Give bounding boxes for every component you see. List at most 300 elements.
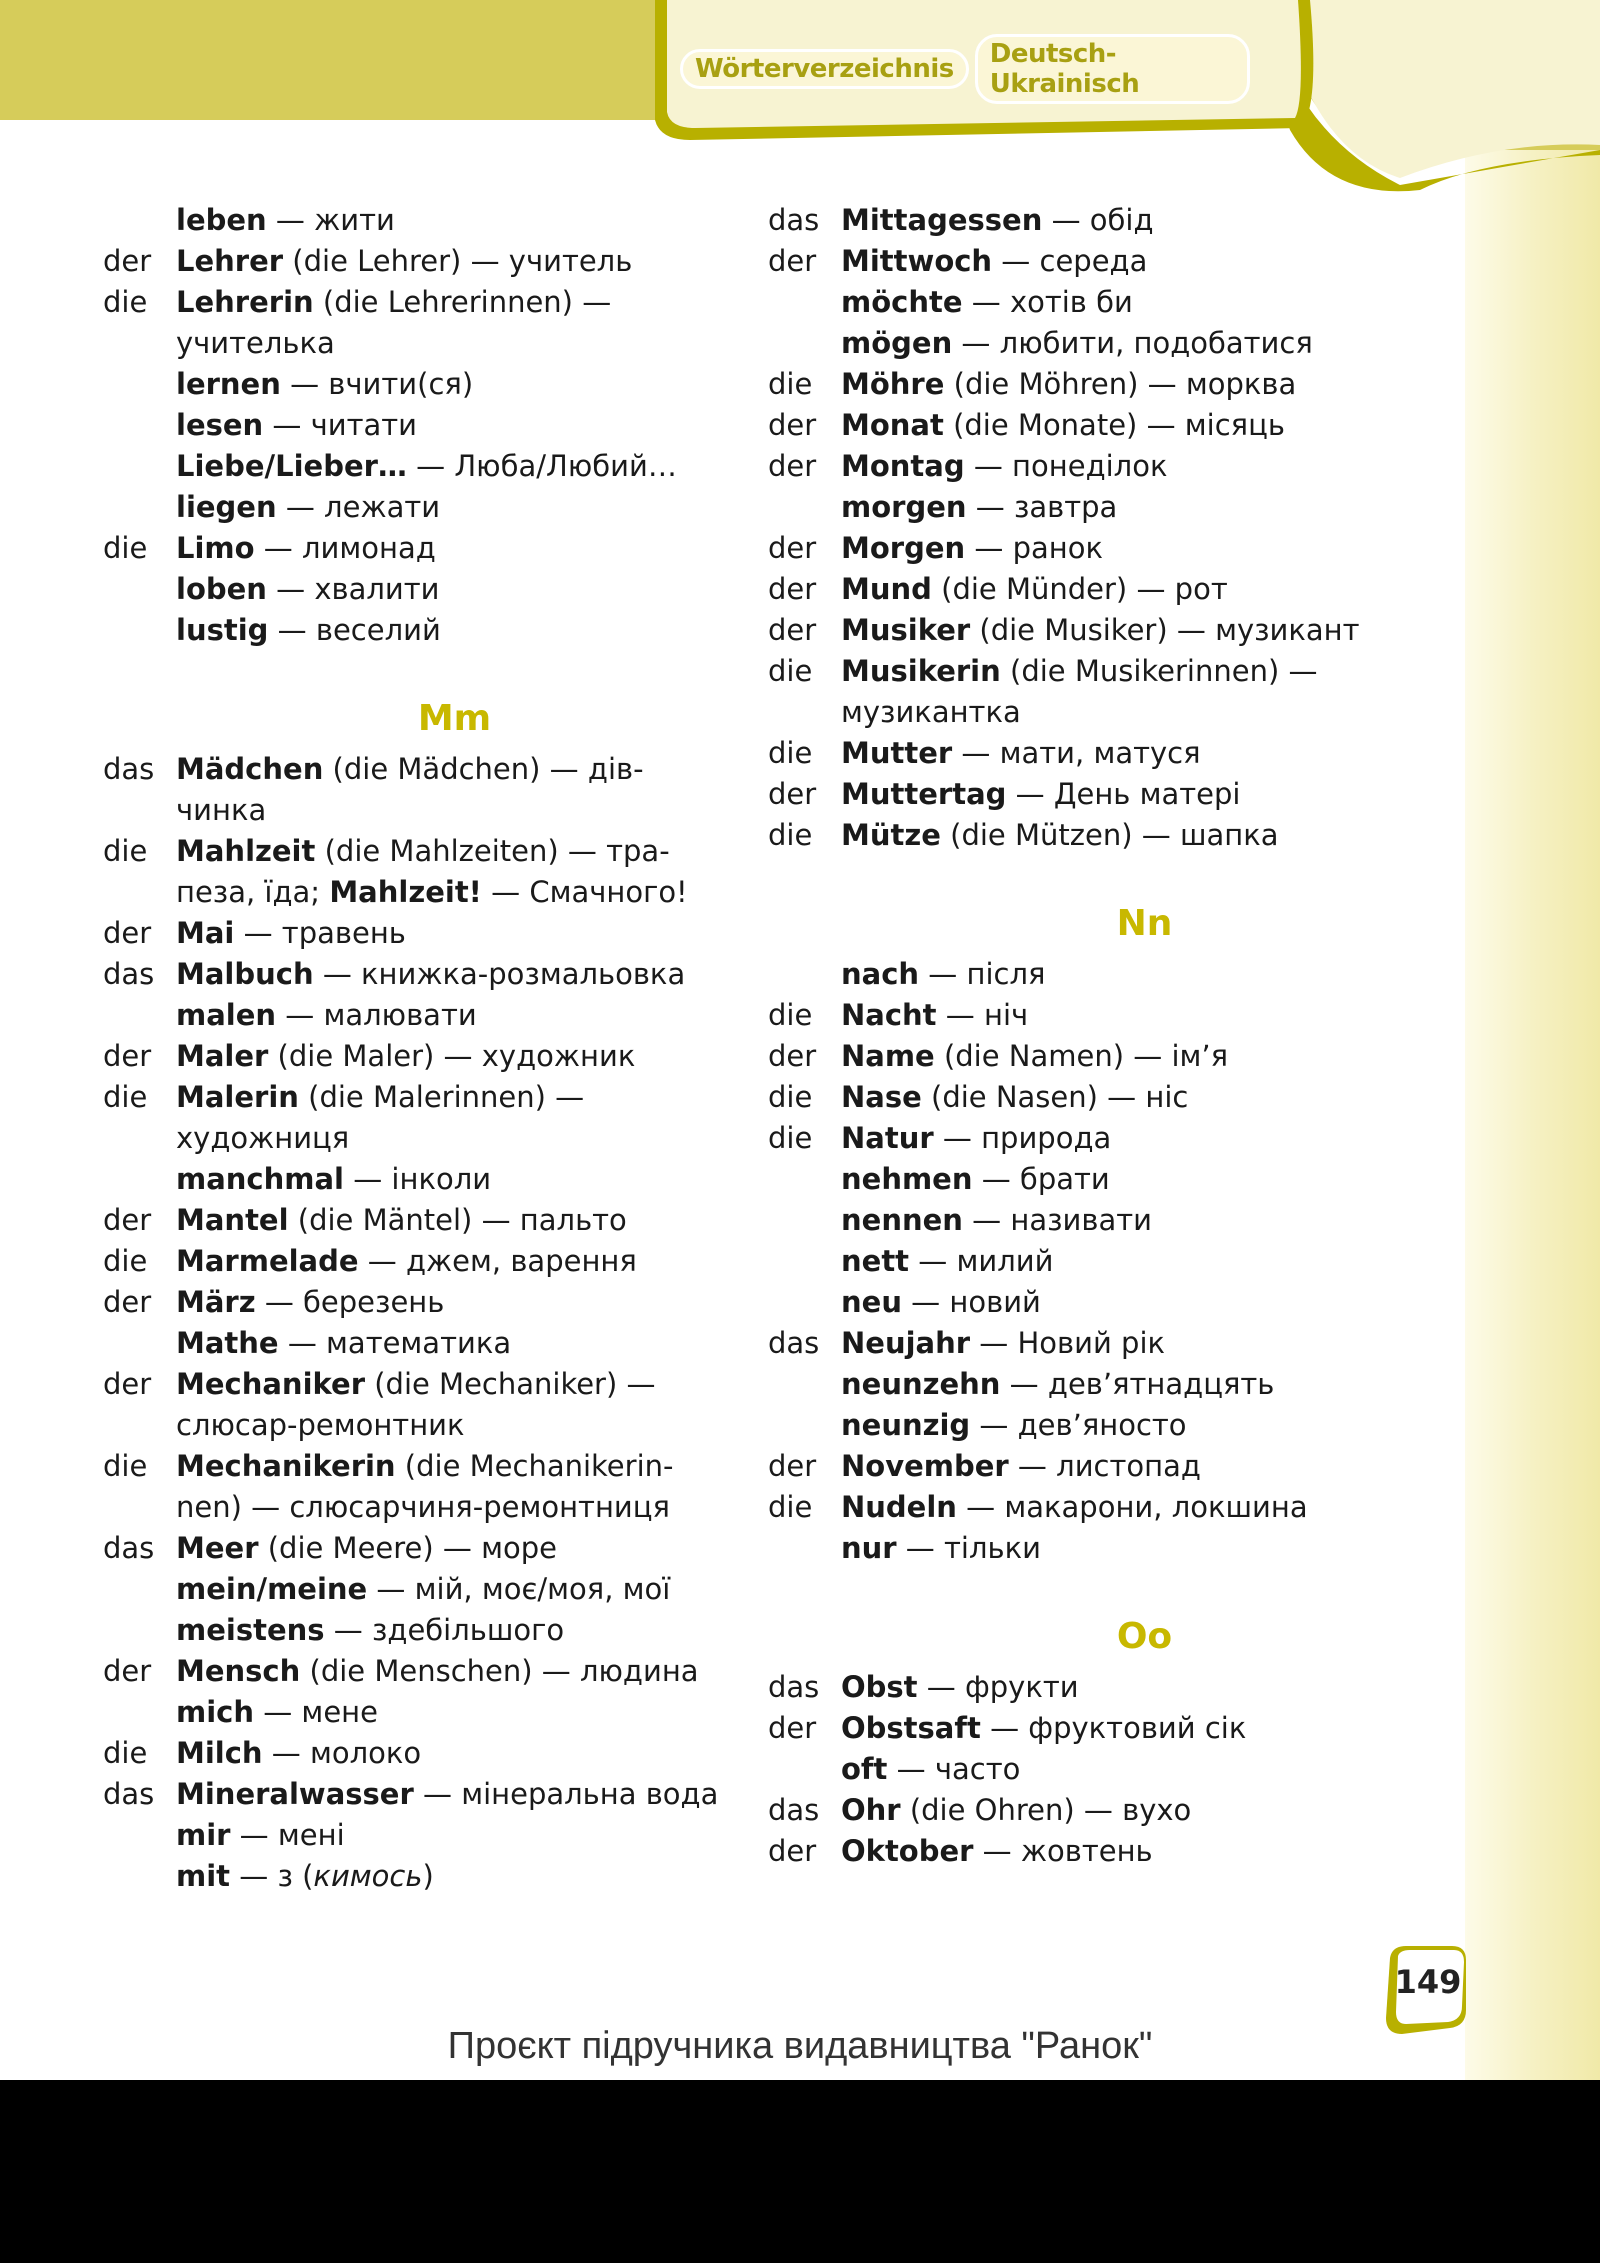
entry-headword: mir (176, 1818, 231, 1852)
dictionary-entry (103, 487, 733, 528)
entry-body (176, 1077, 733, 1159)
section-letter-o: Oo (1116, 1616, 1173, 1657)
dictionary-entry (103, 1692, 733, 1733)
entry-translation: — інколи (344, 1162, 492, 1196)
entry-body (841, 1405, 1448, 1446)
right-entries (768, 200, 1448, 856)
entry-body (841, 528, 1448, 569)
entry-translation: (die Mechanikerin-nen) — слюсарчиня-ремонтниця (176, 1449, 674, 1524)
entry-headword: oft (841, 1752, 888, 1786)
entry-headword: Maler (176, 1039, 269, 1073)
entry-translation: (die Münder) — рот (931, 572, 1228, 606)
entry-headword: Natur (841, 1121, 934, 1155)
entry-headword: Meer (176, 1531, 259, 1565)
entry-article: die (103, 1080, 148, 1114)
entry-translation: — Люба/Любий… (406, 449, 677, 483)
dictionary-entry (768, 1487, 1448, 1528)
entry-translation: — називати (962, 1203, 1152, 1237)
entry-article: die (103, 285, 148, 319)
entry-translation: (die Lehrerinnen) — учителька (176, 285, 612, 360)
entry-translation: — завтра (966, 490, 1118, 524)
entry-headword: Mineralwasser (176, 1777, 414, 1811)
entry-headword: Marmelade (176, 1244, 359, 1278)
entry-headword: März (176, 1285, 256, 1319)
entry-translation-2: ) (422, 1859, 434, 1893)
dictionary-entry (103, 1364, 733, 1446)
entry-headword: Obstsaft (841, 1711, 981, 1745)
entry-headword: Musiker (841, 613, 971, 647)
entry-body (176, 1528, 733, 1569)
entry-translation: — листопад (1008, 1449, 1201, 1483)
entry-body (176, 1774, 733, 1815)
entry-article (103, 1610, 176, 1651)
entry-body (841, 1528, 1448, 1569)
header-title (680, 39, 1250, 99)
entry-body (841, 200, 1448, 241)
entry-body (176, 954, 733, 995)
dictionary-entry (768, 446, 1448, 487)
entry-headword: Name (841, 1039, 935, 1073)
footer-watermark: Проєкт підручника видавництва "Ранок" (447, 2025, 1153, 2067)
dictionary-entry (103, 1323, 733, 1364)
entry-headword: meistens (176, 1613, 325, 1647)
entry-article (103, 569, 176, 610)
dictionary-entry (768, 487, 1448, 528)
entry-body (176, 913, 733, 954)
entry-headword: liegen (176, 490, 277, 524)
entry-body (841, 1708, 1448, 1749)
entry-article: der (768, 613, 817, 647)
entry-translation: — березень (255, 1285, 445, 1319)
dictionary-entry (103, 1856, 733, 1897)
entry-headword: Mai (176, 916, 235, 950)
section-letter-m: Mm (417, 698, 492, 739)
entry-headword: November (841, 1449, 1009, 1483)
entry-translation: — природа (933, 1121, 1112, 1155)
dictionary-entry (103, 200, 733, 241)
header-decoration (0, 0, 1600, 200)
entry-article (768, 1405, 841, 1446)
entry-article (103, 487, 176, 528)
entry-body (176, 610, 733, 651)
entry-body (841, 1077, 1448, 1118)
entry-body (176, 1651, 733, 1692)
entry-headword: Nase (841, 1080, 922, 1114)
entry-headword: nach (841, 957, 920, 991)
entry-translation: — макарони, локшина (956, 1490, 1308, 1524)
entry-translation-2: — Смачного! (481, 875, 688, 909)
entry-article: die (768, 818, 813, 852)
dictionary-entry (768, 569, 1448, 610)
entry-translation: (die Mützen) — шапка (940, 818, 1279, 852)
dictionary-entry (103, 282, 733, 364)
entry-article (768, 954, 841, 995)
entry-article (103, 1856, 176, 1897)
entry-article: der (103, 1039, 152, 1073)
dictionary-entry (103, 1569, 733, 1610)
entry-headword: Montag (841, 449, 965, 483)
entry-body (841, 1282, 1448, 1323)
entry-body (841, 815, 1448, 856)
dictionary-entry (768, 323, 1448, 364)
entry-body (176, 1856, 733, 1897)
entry-headword: neunzehn (841, 1367, 1001, 1401)
entry-translation: — веселий (268, 613, 441, 647)
entry-article (103, 1159, 176, 1200)
entry-headword: Malerin (176, 1080, 299, 1114)
entry-body (841, 774, 1448, 815)
entry-body (176, 1036, 733, 1077)
entry-headword: Mechanikerin (176, 1449, 396, 1483)
dictionary-entry (768, 1749, 1448, 1790)
dictionary-entry (103, 364, 733, 405)
entry-body (176, 282, 733, 364)
entry-body (176, 1692, 733, 1733)
entry-translation: — фруктовий сік (980, 1711, 1247, 1745)
dictionary-entry (768, 200, 1448, 241)
entry-body (176, 749, 733, 831)
entry-body (841, 1159, 1448, 1200)
entry-body (176, 487, 733, 528)
entry-article: die (768, 1121, 813, 1155)
entry-headword: Limo (176, 531, 255, 565)
entry-headword: Nacht (841, 998, 937, 1032)
dictionary-entry (103, 1774, 733, 1815)
entry-article (103, 610, 176, 651)
entry-translation: (die Mahlzeiten) — тра-пеза, їда; (176, 834, 670, 909)
left-column (103, 200, 733, 1897)
entry-translation: — часто (887, 1752, 1021, 1786)
entry-article: die (103, 834, 148, 868)
entry-article: das (768, 1326, 820, 1360)
entry-headword: loben (176, 572, 267, 606)
entry-translation: — середа (992, 244, 1148, 278)
dictionary-entry (103, 1610, 733, 1651)
entry-body (841, 1323, 1448, 1364)
entry-translation: — лежати (276, 490, 441, 524)
entry-article: das (768, 1670, 820, 1704)
dictionary-entry (768, 1405, 1448, 1446)
entry-article: der (768, 244, 817, 278)
side-strip (1465, 150, 1600, 2080)
dictionary-entry (768, 1528, 1448, 1569)
entry-article: der (103, 916, 152, 950)
entry-article: das (103, 957, 155, 991)
dictionary-entry (768, 1241, 1448, 1282)
entry-translation: — жовтень (973, 1834, 1153, 1868)
entry-article: das (103, 1531, 155, 1565)
entry-article (103, 1692, 176, 1733)
entry-headword: Morgen (841, 531, 966, 565)
entry-headword: mich (176, 1695, 254, 1729)
entry-headword: Musikerin (841, 654, 1001, 688)
dictionary-entry (768, 815, 1448, 856)
entry-article: der (768, 408, 817, 442)
dictionary-entry (768, 733, 1448, 774)
dictionary-entry (103, 1815, 733, 1856)
entry-body (841, 1200, 1448, 1241)
entry-headword: Liebe/Lieber… (176, 449, 407, 483)
entry-body (176, 200, 733, 241)
dictionary-entry (103, 405, 733, 446)
entry-translation: — брати (972, 1162, 1110, 1196)
entry-article (768, 487, 841, 528)
entry-article: der (103, 1367, 152, 1401)
entry-headword: möchte (841, 285, 963, 319)
entry-headword: Malbuch (176, 957, 314, 991)
entry-article: das (768, 203, 820, 237)
entry-headword: nennen (841, 1203, 963, 1237)
entry-translation: (die Musikerinnen) — музикантка (841, 654, 1318, 729)
entry-translation: — мій, моє/моя, мої (367, 1572, 671, 1606)
dictionary-entry (103, 1200, 733, 1241)
entry-translation: — мені (230, 1818, 345, 1852)
entry-translation: — після (919, 957, 1046, 991)
entry-headword: Mensch (176, 1654, 301, 1688)
entry-headword: Mädchen (176, 752, 324, 786)
entry-body (841, 1446, 1448, 1487)
entry-body (841, 1241, 1448, 1282)
dictionary-entry (768, 651, 1448, 733)
dictionary-entry (103, 1159, 733, 1200)
entry-translation: (die Maler) — художник (268, 1039, 636, 1073)
dictionary-entry (103, 610, 733, 651)
entry-headword: nur (841, 1531, 897, 1565)
entry-translation: — здебільшого (324, 1613, 565, 1647)
entry-body (841, 995, 1448, 1036)
entry-article: die (103, 1736, 148, 1770)
dictionary-entry (768, 1200, 1448, 1241)
entry-body (841, 1364, 1448, 1405)
entry-translation: (die Ohren) — вухо (900, 1793, 1192, 1827)
entry-translation: — молоко (262, 1736, 422, 1770)
dictionary-entry (768, 1667, 1448, 1708)
entry-translation: — хотів би (962, 285, 1133, 319)
entry-translation: — мене (254, 1695, 378, 1729)
dictionary-entry (768, 1077, 1448, 1118)
entry-article: der (768, 449, 817, 483)
entry-body (841, 1118, 1448, 1159)
entry-headword: Mahlzeit (176, 834, 316, 868)
entry-article (768, 1200, 841, 1241)
entry-translation: — хвалити (266, 572, 440, 606)
entry-body (176, 1610, 733, 1651)
entry-body (176, 1282, 733, 1323)
entry-article: die (103, 1244, 148, 1278)
section-n-entries (768, 954, 1448, 1569)
dictionary-entry (768, 954, 1448, 995)
entry-headword: mein/meine (176, 1572, 368, 1606)
entry-headword: Mechaniker (176, 1367, 365, 1401)
entry-translation: — математика (278, 1326, 512, 1360)
entry-headword: Muttertag (841, 777, 1007, 811)
entry-article: die (768, 1490, 813, 1524)
entry-body (176, 405, 733, 446)
entry-body (841, 1749, 1448, 1790)
entry-translation: — жити (266, 203, 395, 237)
entry-translation: — книжка-розмальовка (313, 957, 686, 991)
dictionary-entry (103, 913, 733, 954)
dictionary-entry (103, 831, 733, 913)
dictionary-entry (768, 1036, 1448, 1077)
entry-italic-note: кимось (313, 1859, 423, 1893)
entry-translation: — малювати (276, 998, 477, 1032)
header-title-part2: Deutsch-Ukrainisch (975, 34, 1250, 104)
dictionary-entry (768, 1446, 1448, 1487)
entry-translation: — милий (909, 1244, 1054, 1278)
dictionary-entry (768, 1159, 1448, 1200)
entry-body (841, 1036, 1448, 1077)
entry-translation: — фрукти (917, 1670, 1079, 1704)
dictionary-entry (103, 1446, 733, 1528)
entry-body (176, 1159, 733, 1200)
entry-article (768, 1528, 841, 1569)
entry-translation: (die Namen) — ім’я (934, 1039, 1229, 1073)
entry-body (841, 323, 1448, 364)
entry-article (768, 1749, 841, 1790)
dictionary-entry (103, 1733, 733, 1774)
entry-article: die (768, 654, 813, 688)
dictionary-entry (768, 282, 1448, 323)
entry-translation: — лимонад (254, 531, 436, 565)
dictionary-entry (103, 446, 733, 487)
dictionary-entry (768, 1790, 1448, 1831)
entry-body (176, 1446, 733, 1528)
entry-article (768, 1159, 841, 1200)
entry-article: der (768, 777, 817, 811)
entry-body (841, 651, 1448, 733)
entry-body (841, 487, 1448, 528)
dictionary-entry (768, 1282, 1448, 1323)
left-entries (103, 200, 733, 651)
dictionary-entry (768, 528, 1448, 569)
entry-headword: mit (176, 1859, 231, 1893)
entry-headword: nehmen (841, 1162, 973, 1196)
entry-body (841, 446, 1448, 487)
section-o-entries (768, 1667, 1448, 1872)
entry-body (176, 1733, 733, 1774)
dictionary-entry (103, 1077, 733, 1159)
dictionary-entry (768, 995, 1448, 1036)
entry-body (176, 241, 733, 282)
entry-translation: — мінеральна вода (413, 1777, 719, 1811)
entry-article: der (103, 1285, 152, 1319)
entry-translation: — обід (1042, 203, 1154, 237)
dictionary-entry (768, 241, 1448, 282)
dictionary-entry (103, 1241, 733, 1282)
dictionary-entry (768, 1323, 1448, 1364)
entry-article (768, 1282, 841, 1323)
entry-article: der (768, 1834, 817, 1868)
entry-article: die (768, 736, 813, 770)
dictionary-entry (768, 405, 1448, 446)
dictionary-entry (103, 1528, 733, 1569)
entry-translation: (die Nasen) — ніс (921, 1080, 1189, 1114)
entry-article (768, 323, 841, 364)
entry-body (176, 1569, 733, 1610)
entry-headword: Mütze (841, 818, 941, 852)
entry-headword: lesen (176, 408, 264, 442)
entry-body (176, 1241, 733, 1282)
entry-article: der (768, 572, 817, 606)
entry-translation: — читати (263, 408, 418, 442)
dictionary-entry (103, 995, 733, 1036)
entry-headword: lernen (176, 367, 281, 401)
entry-article: die (768, 367, 813, 401)
entry-body (841, 1790, 1448, 1831)
entry-body (176, 831, 733, 913)
entry-article (103, 446, 176, 487)
entry-translation: — любити, подобатися (952, 326, 1313, 360)
entry-article: die (768, 1080, 813, 1114)
entry-translation: (die Malerinnen) — художниця (176, 1080, 585, 1155)
entry-headword: Mutter (841, 736, 953, 770)
entry-article (103, 995, 176, 1036)
entry-body (176, 1815, 733, 1856)
entry-article: der (768, 1711, 817, 1745)
entry-translation: — вчити(ся) (280, 367, 474, 401)
entry-headword: Mantel (176, 1203, 289, 1237)
entry-headword: lustig (176, 613, 269, 647)
entry-body (841, 1487, 1448, 1528)
entry-headword-2: Mahlzeit! (329, 875, 482, 909)
dictionary-entry (103, 1282, 733, 1323)
entry-article: der (768, 1039, 817, 1073)
entry-translation: — дев’яносто (970, 1408, 1187, 1442)
section-letter-n: Nn (1116, 903, 1173, 944)
dictionary-entry (103, 528, 733, 569)
dictionary-entry (103, 749, 733, 831)
entry-headword: malen (176, 998, 277, 1032)
entry-body (176, 446, 733, 487)
entry-article: das (768, 1793, 820, 1827)
entry-headword: neu (841, 1285, 902, 1319)
dictionary-entry (103, 569, 733, 610)
entry-headword: leben (176, 203, 267, 237)
entry-headword: Mund (841, 572, 932, 606)
entry-headword: Monat (841, 408, 944, 442)
entry-article (768, 282, 841, 323)
entry-translation: — понеділок (964, 449, 1168, 483)
entry-article (103, 405, 176, 446)
entry-translation: (die Menschen) — людина (300, 1654, 699, 1688)
entry-body (841, 1831, 1448, 1872)
entry-article: die (768, 998, 813, 1032)
entry-article: der (768, 531, 817, 565)
entry-translation: — дев’ятнадцять (1000, 1367, 1275, 1401)
entry-headword: manchmal (176, 1162, 344, 1196)
entry-article (103, 364, 176, 405)
entry-article (103, 1815, 176, 1856)
entry-translation: (die Musiker) — музикант (970, 613, 1360, 647)
dictionary-entry (768, 610, 1448, 651)
entry-translation: (die Meere) — море (258, 1531, 558, 1565)
entry-body (841, 364, 1448, 405)
right-column (768, 200, 1448, 1872)
entry-headword: Nudeln (841, 1490, 957, 1524)
entry-article: das (103, 1777, 155, 1811)
entry-headword: Obst (841, 1670, 918, 1704)
entry-headword: Mittwoch (841, 244, 993, 278)
entry-translation: — ніч (936, 998, 1029, 1032)
entry-body (176, 364, 733, 405)
header-title-part1: Wörterverzeichnis (680, 49, 969, 89)
dictionary-entry (768, 1708, 1448, 1749)
entry-headword: Möhre (841, 367, 945, 401)
entry-body (841, 1667, 1448, 1708)
entry-translation: — День матері (1006, 777, 1241, 811)
entry-headword: morgen (841, 490, 967, 524)
